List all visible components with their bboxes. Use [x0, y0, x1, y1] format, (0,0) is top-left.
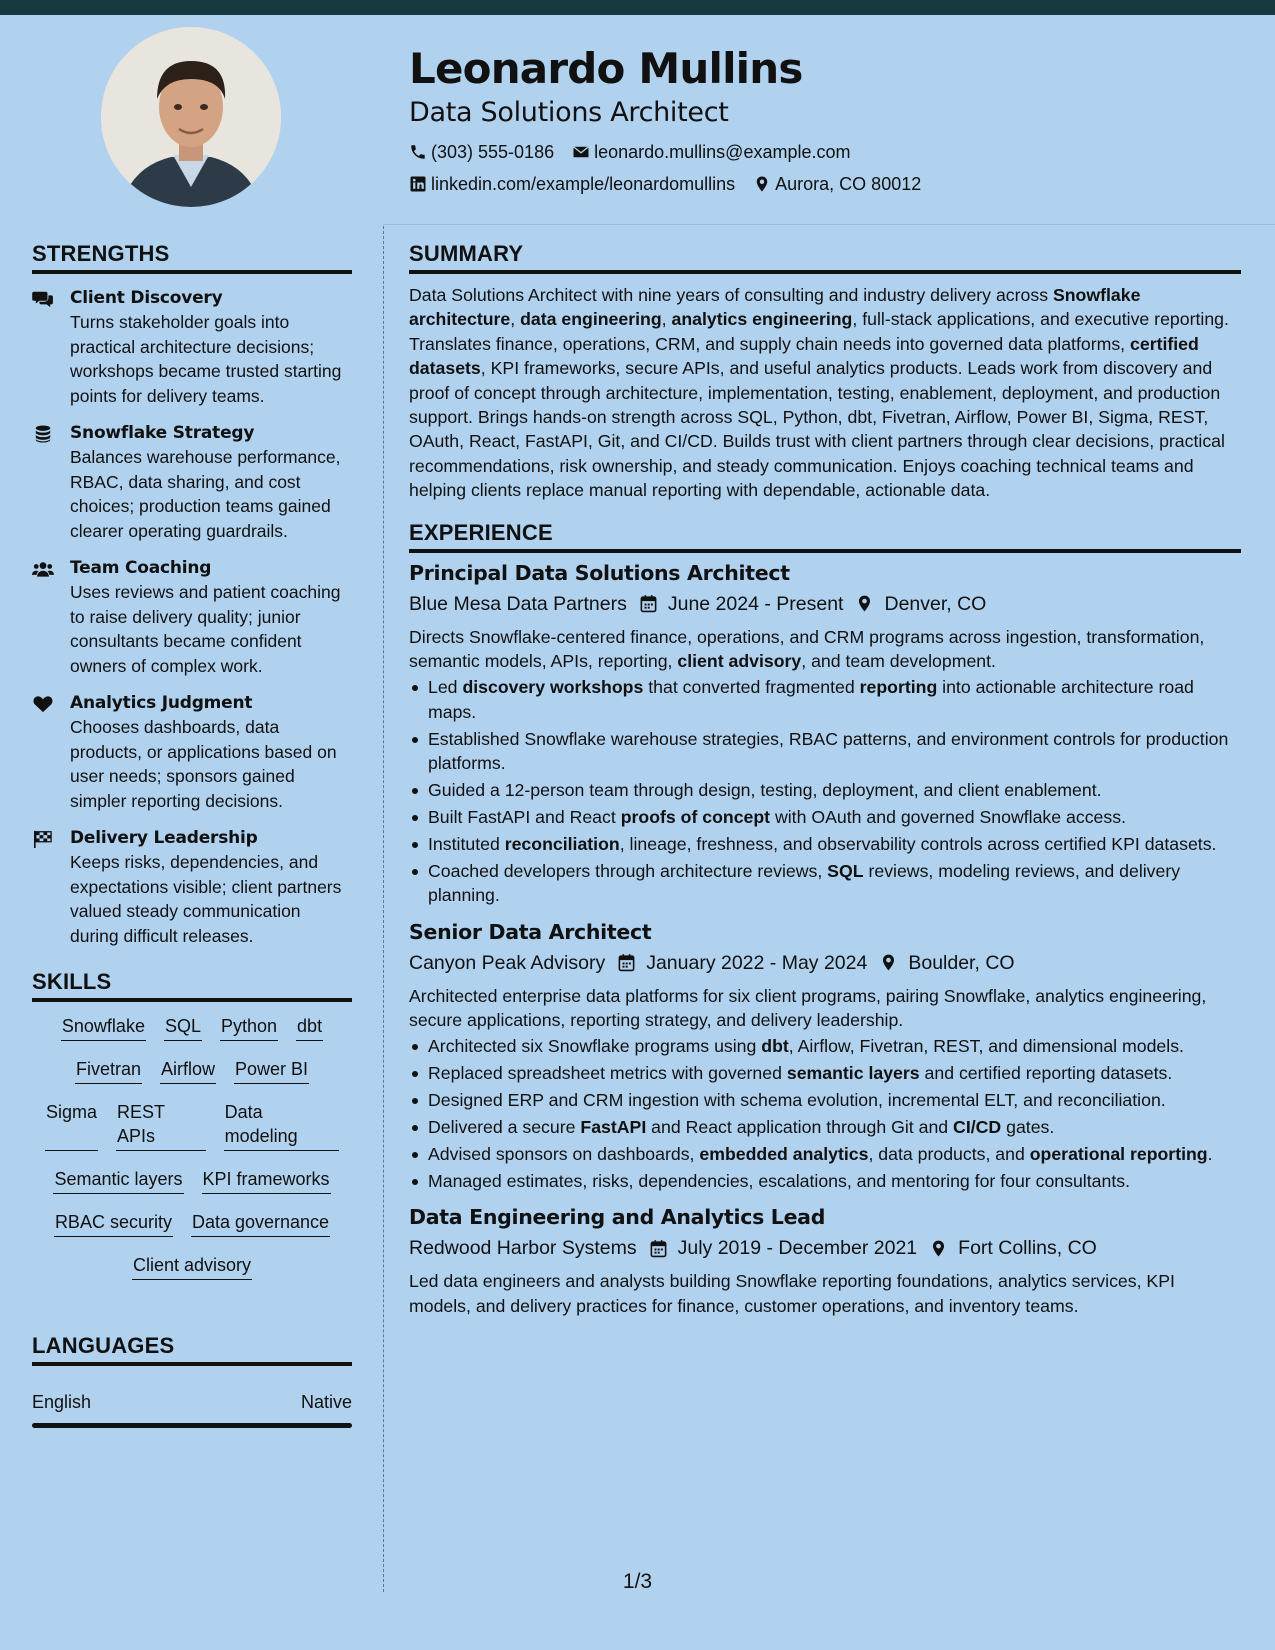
comments-icon [32, 286, 70, 408]
phone-icon [409, 143, 427, 161]
strength-item [32, 286, 352, 408]
phone-text: (303) 555-0186 [431, 141, 555, 162]
skills-row [36, 1100, 348, 1151]
bullet-item: Architected six Snowflake programs using dbt, Airflow, Fivetran, REST, and dimensional models. [409, 1034, 1241, 1058]
job-description: Led data engineers and analysts building Snowflake reporting foundations, analytics services, KPI models, and delivery practices for finance, customer operations, and inventory teams. [409, 1271, 1175, 1316]
skill-tag: REST APIs [116, 1100, 206, 1151]
skill-tag: RBAC security [54, 1210, 173, 1237]
bullet-item: Delivered a secure FastAPI and React application through Git and CI/CD gates. [409, 1115, 1241, 1139]
strength-title: Client Discovery [70, 288, 223, 308]
job-meta [409, 949, 1241, 977]
job-dates: July 2019 - December 2021 [649, 1234, 918, 1262]
contact-location [753, 174, 921, 195]
map-marker-icon [879, 953, 898, 972]
top-bar [0, 0, 1275, 15]
bullet-item: Managed estimates, risks, dependencies, escalations, and mentoring for four consultants. [409, 1169, 1241, 1193]
experience-heading: EXPERIENCE [409, 519, 1241, 553]
strength-item [32, 826, 352, 948]
bullet-item: Guided a 12-person team through design, testing, deployment, and client enablement. [409, 778, 1241, 802]
skills-row [36, 1014, 348, 1041]
contact-email[interactable] [572, 142, 850, 163]
bullet-item: Built FastAPI and React proofs of concept with OAuth and governed Snowflake access. [409, 805, 1241, 829]
job-title: Principal Data Solutions Architect [409, 560, 790, 585]
languages-list [32, 1390, 352, 1428]
strengths-list [32, 286, 352, 948]
job-location: Boulder, CO [879, 949, 1014, 977]
avatar-portrait [101, 27, 281, 207]
skill-tag: Sigma [45, 1100, 98, 1151]
skill-tag: KPI frameworks [202, 1167, 331, 1194]
job-meta [409, 1234, 1241, 1262]
strength-item [32, 556, 352, 678]
experience-list [409, 559, 1241, 1319]
job-location: Denver, CO [855, 590, 986, 618]
map-marker-icon [753, 175, 771, 193]
skills-heading: SKILLS [32, 968, 352, 1002]
database-icon [32, 421, 70, 543]
strength-title: Team Coaching [70, 558, 212, 578]
contact-linkedin[interactable] [409, 174, 735, 195]
job-description: Architected enterprise data platforms for six client programs, pairing Snowflake, analytics engineering, secure applications, reporting strategy, and delivery leadership. [409, 985, 1207, 1031]
bullet-item: Advised sponsors on dashboards, embedded analytics, data products, and operational reporting. [409, 1142, 1241, 1166]
right-column [409, 240, 1241, 1318]
strength-description: Keeps risks, dependencies, and expectations visible; client partners valued steady communication during difficult releases. [70, 852, 342, 946]
column-divider [383, 226, 384, 1592]
language-row [32, 1390, 352, 1414]
skill-tag: Client advisory [132, 1253, 252, 1280]
language-level: Native [300, 1392, 352, 1412]
strengths-heading: STRENGTHS [32, 240, 352, 274]
skill-tag: SQL [164, 1014, 202, 1041]
strength-description: Chooses dashboards, data products, or applications based on user needs; sponsors gained simpler reporting decisions. [70, 717, 337, 811]
calendar-icon [649, 1239, 668, 1258]
map-marker-icon [855, 594, 874, 613]
strength-item [32, 421, 352, 543]
experience-entry [409, 918, 1241, 1194]
skill-tag: Snowflake [61, 1014, 146, 1041]
header-divider [383, 224, 1275, 225]
email-text[interactable]: leonardo.mullins@example.com [594, 141, 851, 162]
strength-item [32, 691, 352, 813]
language-name: English [32, 1392, 92, 1412]
skills-row [36, 1210, 348, 1237]
bullet-item: Coached developers through architecture reviews, SQL reviews, modeling reviews, and delivery planning. [409, 859, 1241, 908]
candidate-name: Leonardo Mullins [409, 44, 803, 93]
skill-tag: Power BI [234, 1057, 309, 1084]
job-bullets [409, 675, 1241, 907]
skill-tag: Python [220, 1014, 278, 1041]
skill-tag: Data governance [191, 1210, 330, 1237]
strength-title: Snowflake Strategy [70, 423, 255, 443]
skill-tag: Airflow [160, 1057, 216, 1084]
job-location: Fort Collins, CO [929, 1234, 1097, 1262]
calendar-icon [639, 594, 658, 613]
job-bullets [409, 1034, 1241, 1193]
strength-title: Analytics Judgment [70, 693, 253, 713]
experience-entry [409, 1203, 1241, 1318]
heart-icon [32, 691, 70, 813]
strength-description: Uses reviews and patient coaching to raise delivery quality; junior consultants became confident owners of complex work. [70, 582, 341, 676]
bullet-item: Led discovery workshops that converted fragmented reporting into actionable architecture road maps. [409, 675, 1241, 724]
calendar-icon [617, 953, 636, 972]
bullet-item: Replaced spreadsheet metrics with governed semantic layers and certified reporting datasets. [409, 1061, 1241, 1085]
bullet-item: Established Snowflake warehouse strategies, RBAC patterns, and environment controls for production platforms. [409, 727, 1241, 776]
linkedin-text[interactable]: linkedin.com/example/leonardomullins [431, 173, 736, 194]
resume-header [409, 42, 1249, 200]
location-text: Aurora, CO 80012 [775, 173, 922, 194]
flag-checkered-icon [32, 826, 70, 948]
job-description: Directs Snowflake-centered finance, operations, and CRM programs across ingestion, transformation, semantic models, APIs, reporting, client advisory, and team development. [409, 626, 1205, 672]
skills-row [36, 1167, 348, 1194]
bullet-item: Designed ERP and CRM ingestion with schema evolution, incremental ELT, and reconciliation. [409, 1088, 1241, 1112]
job-title: Senior Data Architect [409, 919, 652, 944]
bullet-item: Instituted reconciliation, lineage, freshness, and observability controls across certified KPI datasets. [409, 832, 1241, 856]
map-marker-icon [929, 1239, 948, 1258]
contact-phone [409, 142, 554, 163]
skills-row [36, 1253, 348, 1280]
languages-heading: LANGUAGES [32, 1332, 352, 1366]
skill-tag: Fivetran [75, 1057, 142, 1084]
strength-description: Balances warehouse performance, RBAC, data sharing, and cost choices; production teams gained clearer operating guardrails. [70, 447, 341, 541]
company-name: Redwood Harbor Systems [409, 1237, 637, 1260]
job-meta [409, 590, 1241, 618]
summary-heading: SUMMARY [409, 240, 1241, 274]
skill-tag: Data modeling [224, 1100, 339, 1151]
profile-photo [101, 27, 281, 207]
job-title: Data Engineering and Analytics Lead [409, 1205, 826, 1230]
skill-tag: dbt [296, 1014, 323, 1041]
company-name: Blue Mesa Data Partners [409, 592, 627, 615]
candidate-title: Data Solutions Architect [409, 97, 729, 128]
skills-row [36, 1057, 348, 1084]
page-number: 1/3 [622, 1570, 653, 1593]
left-column [32, 240, 352, 1428]
experience-entry [409, 559, 1241, 908]
job-dates: January 2022 - May 2024 [617, 949, 867, 977]
job-dates: June 2024 - Present [639, 590, 844, 618]
company-name: Canyon Peak Advisory [409, 951, 606, 974]
linkedin-icon [409, 175, 427, 193]
summary-text: Data Solutions Architect with nine years of consulting and industry delivery across Snowflake architecture, data engineering, analytics engineering, full-stack applications, and executive reporting. Translates finance, operations, CRM, and supply chain needs into governed data platforms, certified datasets, KPI frameworks, secure APIs, and useful analytics products. Leads work from discovery and proof of concept through architecture, implementation, testing, enablement, deployment, and production support. Brings hands-on strength across SQL, Python, dbt, Fivetran, Airflow, Power BI, Sigma, REST, OAuth, React, FastAPI, Git, and CI/CD. Builds trust with client partners through clear decisions, practical recommendations, risk ownership, and steady communication. Enjoys coaching technical teams and helping clients replace manual reporting with dependable, actionable data. [409, 285, 1229, 501]
language-proficiency-bar [32, 1423, 352, 1428]
skill-tag: Semantic layers [53, 1167, 183, 1194]
strength-description: Turns stakeholder goals into practical architecture decisions; workshops became trusted starting points for delivery teams. [70, 312, 342, 406]
envelope-icon [572, 143, 590, 161]
users-icon [32, 556, 70, 678]
strength-title: Delivery Leadership [70, 828, 258, 848]
skills-list [32, 1014, 352, 1280]
